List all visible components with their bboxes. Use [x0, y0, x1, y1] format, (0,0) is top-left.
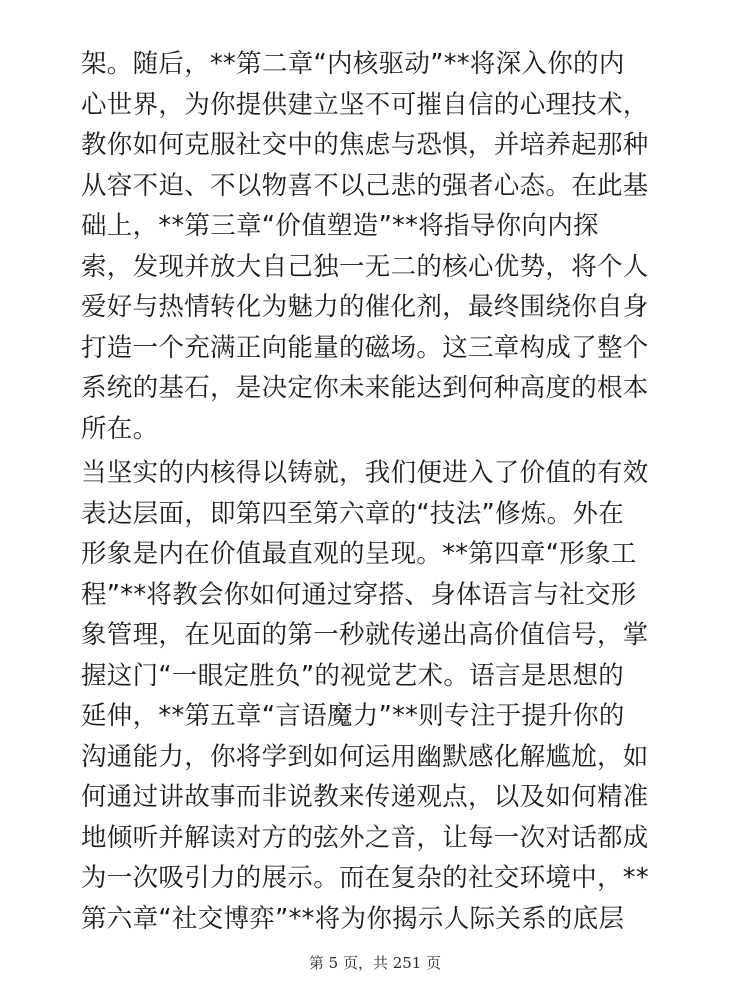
text-line: 系统的基石，是决定你未来能达到何种高度的根本: [81, 373, 649, 403]
text-line: 为一次吸引力的展示。而在复杂的社交环境中，**: [81, 863, 649, 893]
page-number-footer: 第 5 页，共 251 页: [308, 954, 442, 972]
text-line: 沟通能力，你将学到如何运用幽默感化解尴尬，如: [81, 741, 649, 772]
text-line: 握这门“一眼定胜负”的视觉艺术。语言是思想的: [81, 660, 625, 691]
text-line: 何通过讲故事而非说教来传递观点，以及如何精准: [81, 782, 649, 812]
text-line: 打造一个充满正向能量的磁场。这三章构成了整个: [81, 332, 649, 363]
text-line: 础上，**第三章“价值塑造”**将指导你向内探: [81, 211, 599, 241]
text-line: 形象是内在价值最直观的呈现。**第四章“形象工: [81, 539, 637, 569]
text-line: 架。随后，**第二章“内核驱动”**将深入你的内: [81, 49, 625, 79]
text-line: 心世界，为你提供建立坚不可摧自信的心理技术，: [81, 89, 649, 120]
text-line: 象管理，在见面的第一秒就传递出高价值信号，掌: [81, 620, 649, 650]
body-text: [81, 44, 671, 939]
paragraph-2: [81, 453, 671, 939]
text-line: 索，发现并放大自己独一无二的核心优势，将个人: [81, 251, 649, 282]
text-line: 程”**将教会你如何通过穿搭、身体语言与社交形: [81, 579, 637, 610]
paragraph-1: [81, 44, 671, 449]
text-line: 地倾听并解读对方的弦外之音，让每一次对话都成: [81, 822, 649, 853]
text-line: 爱好与热情转化为魅力的催化剂，最终围绕你自身: [81, 292, 649, 322]
text-line: 表达层面，即第四至第六章的“技法”修炼。外在: [81, 498, 625, 529]
text-line: 所在。: [81, 413, 159, 444]
text-line: 从容不迫、不以物喜不以己悲的强者心态。在此基: [81, 170, 649, 201]
text-line: 延伸，**第五章“言语魔力”**则专注于提升你的: [81, 701, 625, 731]
text-line: 教你如何克服社交中的焦虑与恐惧，并培养起那种: [81, 130, 649, 160]
text-line: 当坚实的内核得以铸就，我们便进入了价值的有效: [81, 458, 649, 488]
text-line: 第六章“社交博弈”**将为你揭示人际关系的底层: [81, 903, 625, 934]
